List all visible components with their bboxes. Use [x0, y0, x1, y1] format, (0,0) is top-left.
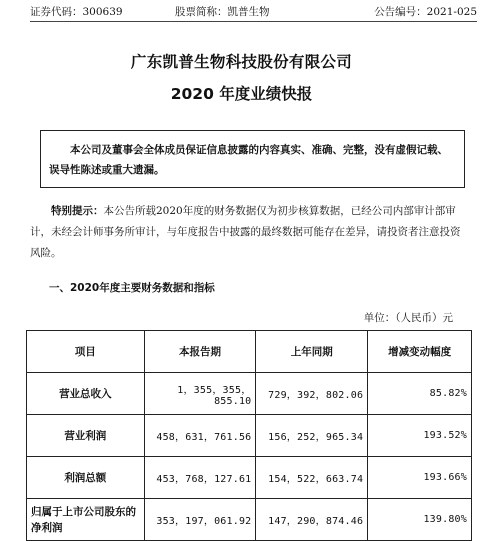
column-header: 项目	[27, 331, 145, 373]
disclosure-notice	[40, 130, 465, 188]
prior-period-value: 729，392，802.06	[256, 373, 368, 415]
report-title: 2020 年度业绩快报	[170, 85, 313, 103]
table-header-row	[27, 331, 472, 373]
company-name: 广东凯普生物科技股份有限公司	[130, 53, 353, 71]
row-label: 利润总额	[27, 457, 145, 499]
financial-table	[26, 330, 472, 541]
prior-period-value: 154，522，663.74	[256, 457, 368, 499]
currency-unit: 单位：（人民币）元	[363, 312, 453, 324]
change-percent: 193.66%	[368, 457, 472, 499]
current-period-value: 353，197，061.92	[144, 499, 256, 541]
table-row	[27, 457, 472, 499]
announcement-header	[30, 4, 477, 20]
tip-label: 特别提示：	[51, 205, 104, 217]
special-tip	[30, 201, 470, 264]
current-period-value: 453，768，127.61	[144, 457, 256, 499]
tip-text: 本公告所载2020年度的财务数据仅为初步核算数据，已经公司内部审计部审计，未经会计师事务所审计，与年度报告中披露的最终数据可能存在差异，请投资者注意投资风险。	[30, 205, 461, 259]
change-percent: 193.52%	[368, 415, 472, 457]
stock-name: 股票简称：凯普生物	[175, 6, 270, 18]
change-percent: 139.80%	[368, 499, 472, 541]
table-row	[27, 499, 472, 541]
stock-code: 证券代码：300639	[30, 6, 123, 18]
announcement-number: 公告编号：2021-025	[374, 6, 477, 18]
row-label: 营业利润	[27, 415, 145, 457]
notice-text: 本公司及董事会全体成员保证信息披露的内容真实、准确、完整，没有虚假记载、误导性陈述或重大遗漏。	[49, 144, 448, 176]
prior-period-value: 147，290，874.46	[256, 499, 368, 541]
prior-period-value: 156，252，965.34	[256, 415, 368, 457]
table-row	[27, 373, 472, 415]
table-row	[27, 415, 472, 457]
section-title: 一、2020年度主要财务数据和指标	[49, 282, 215, 294]
column-header: 增减变动幅度	[368, 331, 472, 373]
column-header: 本报告期	[144, 331, 256, 373]
change-percent: 85.82%	[368, 373, 472, 415]
row-label: 营业总收入	[27, 373, 145, 415]
current-period-value: 1，355，355，855.10	[144, 373, 256, 415]
current-period-value: 458，631，761.56	[144, 415, 256, 457]
column-header: 上年同期	[256, 331, 368, 373]
header-divider	[30, 21, 477, 22]
row-label: 归属于上市公司股东的净利润	[27, 499, 145, 541]
